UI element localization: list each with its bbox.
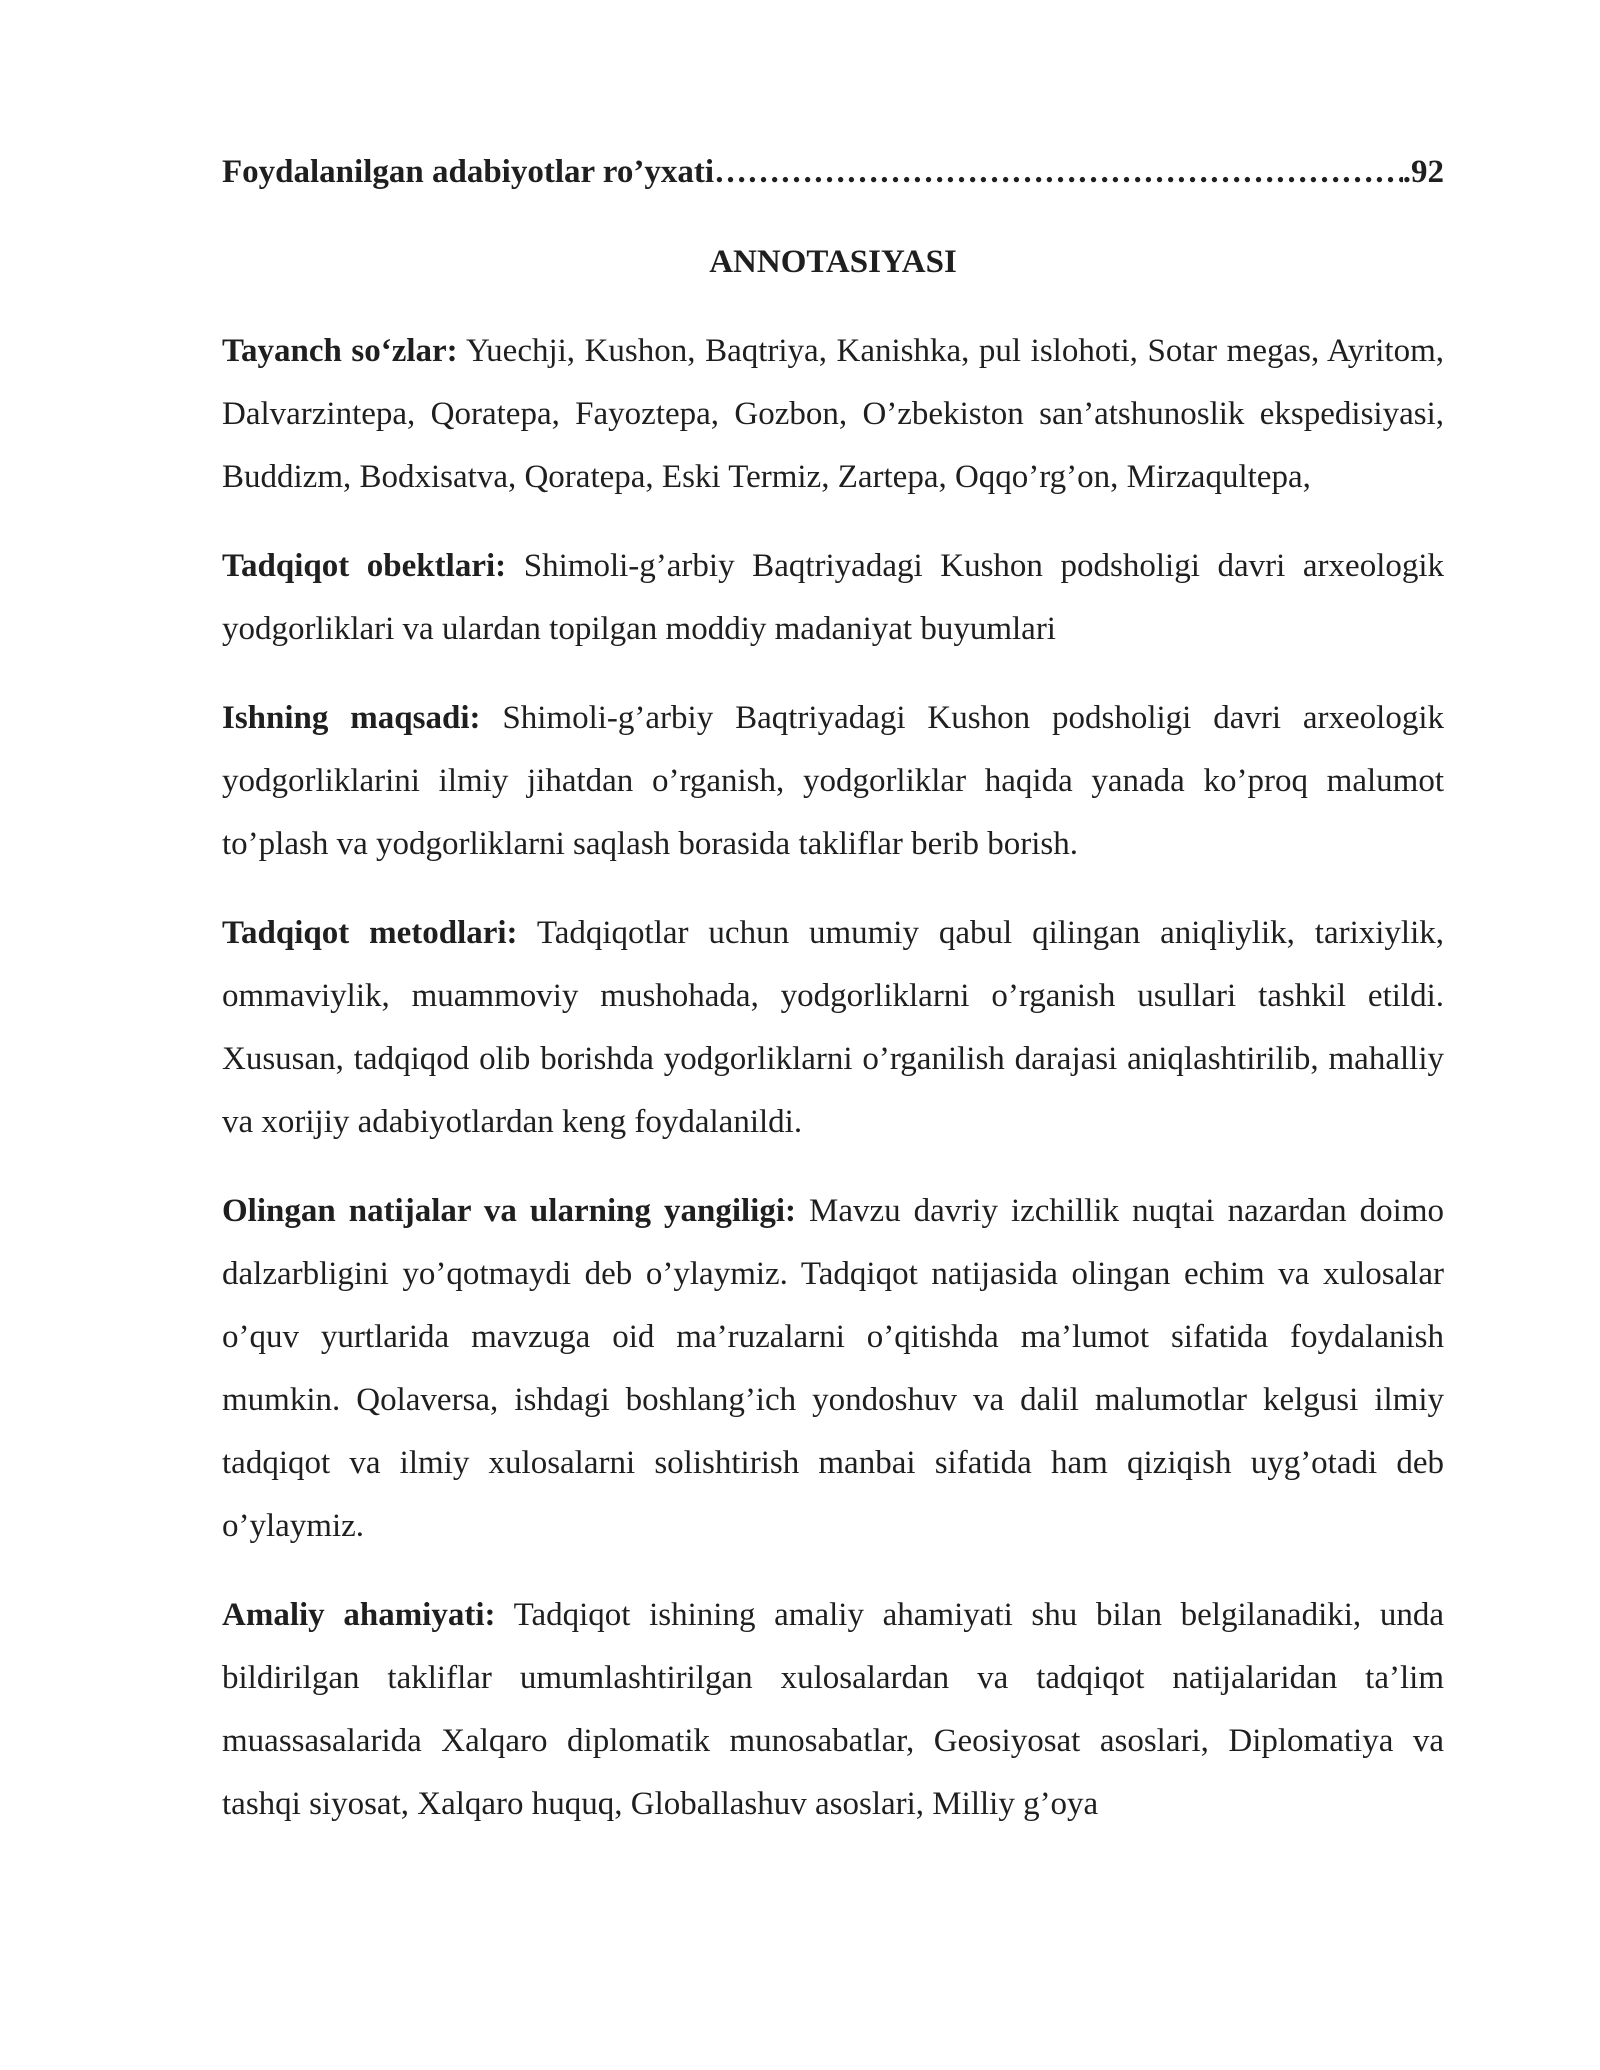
- document-page: [222, 152, 1444, 1836]
- methods-paragraph: [222, 902, 1444, 1154]
- practical-label: Amaliy ahamiyati:: [222, 1597, 496, 1633]
- objects-label: Tadqiqot obektlari:: [222, 548, 507, 584]
- toc-entry: [222, 152, 1444, 192]
- aim-text: Shimoli-g’arbiy Baqtriyadagi Kushon podsholigi davri arxeologik yodgorliklarini ilmiy jihatdan o’rganish, yodgorliklar haqida yanada ko’proq malumot to’plash va yodgorliklarni saqlash borasida takliflar berib borish.: [222, 700, 1445, 862]
- aim-label: Ishning maqsadi:: [222, 700, 481, 736]
- toc-leader-dots: [714, 152, 1403, 192]
- practical-text: Tadqiqot ishining amaliy ahamiyati shu bilan belgilanadiki, unda bildirilgan takliflar umumlashtirilgan xulosalardan va tadqiqot natijalaridan ta’lim muassasalarida Xalqaro diplomatik munosabatlar, Geosiyosat asoslari, Diplomatiya va tashqi siyosat, Xalqaro huquq, Globallashuv asoslari, Milliy g’oya: [222, 1597, 1444, 1822]
- keywords-label: Tayanch so‘zlar:: [222, 333, 458, 369]
- objects-text: Shimoli-g’arbiy Baqtriyadagi Kushon podsholigi davri arxeologik yodgorliklari va ulardan topilgan moddiy madaniyat buyumlari: [222, 548, 1445, 647]
- results-paragraph: [222, 1180, 1444, 1558]
- aim-paragraph: [222, 687, 1444, 876]
- results-label: Olingan natijalar va ularning yangiligi:: [222, 1193, 796, 1229]
- objects-paragraph: [222, 535, 1444, 661]
- section-heading: ANNOTASIYASI: [709, 244, 957, 280]
- keywords-text: Yuechji, Kushon, Baqtriya, Kanishka, pul islohoti, Sotar megas, Ayritom, Dalvarzintepa, Qoratepa, Fayoztepa, Gozbon, O’zbekiston san’atshunoslik ekspedisiyasi, Buddizm, Bodxisatva, Qoratepa, Eski Termiz, Zartepa, Oqqo’rg’on, Mirzaqultepa,: [222, 333, 1444, 495]
- toc-entry-title: Foydalanilgan adabiyotlar ro’yxati: [222, 154, 715, 190]
- methods-text: Tadqiqotlar uchun umumiy qabul qilingan aniqliylik, tarixiylik, ommaviylik, muammoviy mushohada, yodgorliklarni o’rganish usullari tashkil etildi. Xususan, tadqiqod olib borishda yodgorliklarni o’rganilish darajasi aniqlashtirilib, mahalliy va xorijiy adabiyotlardan keng foydalanildi.: [222, 915, 1445, 1140]
- toc-entry-page: .92: [1402, 154, 1444, 190]
- methods-label: Tadqiqot metodlari:: [222, 915, 518, 951]
- results-text: Mavzu davriy izchillik nuqtai nazardan doimo dalzarbligini yo’qotmaydi deb o’ylaymiz. Tadqiqot natijasida olingan echim va xulosalar o’quv yurtlarida mavzuga oid ma’ruzalarni o’qitishda ma’lumot sifatida foydalanish mumkin. Qolaversa, ishdagi boshlang’ich yondoshuv va dalil malumotlar kelgusi ilmiy tadqiqot va ilmiy xulosalarni solishtirish manbai sifatida ham qiziqish uyg’otadi deb o’ylaymiz.: [222, 1193, 1444, 1544]
- keywords-paragraph: [222, 320, 1444, 509]
- practical-paragraph: [222, 1584, 1444, 1836]
